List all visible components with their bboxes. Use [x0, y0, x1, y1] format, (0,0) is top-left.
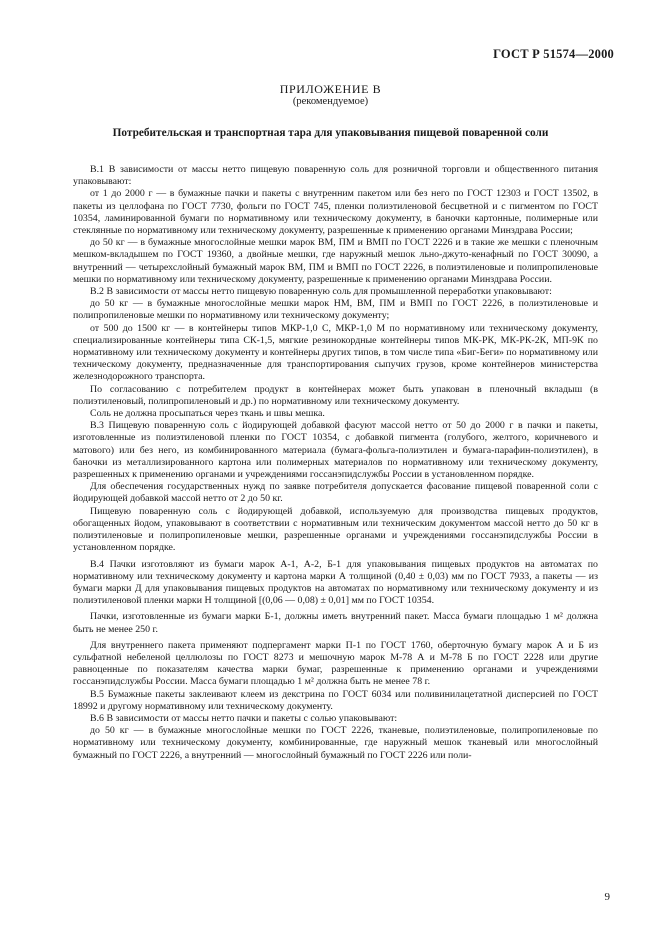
section-title: Потребительская и транспортная тара для упаковывания пищевой поваренной соли — [112, 127, 549, 139]
paragraph: Для обеспечения государственных нужд по заявке потребителя допускается фасование пищевой поваренной соли с йодирующей добавкой массой нетто от 2 до 50 кг. — [73, 481, 598, 505]
paragraph: до 50 кг — в бумажные многослойные мешки марок НМ, ВМ, ПМ и ВМП по ГОСТ 2226, в полиэтиленовые и полипропиленовые мешки по нормативному или техническому документу; — [73, 298, 598, 322]
paragraph: Пищевую поваренную соль с йодирующей добавкой, используемую для производства пищевых продуктов, обогащенных йодом, упаковывают в соответствии с нормативным или техническим документом массой нетто до 50 кг в полиэтиленовые и полипропиленовые мешки, разрешенные органами и учреждениями госсанэпидслужбы России в установленном порядке. — [73, 505, 598, 554]
paragraph: от 500 до 1500 кг — в контейнеры типов МКР-1,0 С, МКР-1,0 М по нормативному или техническому документу, специализированные контейнеры типа СК-1,5, мягкие резинокордные контейнеры типов МК-РК, МК-РК-2К, МП-9К по нормативному или техническому документу и контейнеры других типов, в том числе типа «Биг-Беги» по нормативному или техническому документу, предназначенные для транспортирования сыпучих грузов, кроме контейнеров министерства железнодорожного транспорта. — [73, 322, 598, 383]
appendix-title: ПРИЛОЖЕНИЕ В — [279, 82, 382, 96]
document-code: ГОСТ Р 51574—2000 — [493, 47, 614, 61]
paragraph: Для внутреннего пакета применяют подпергамент марки П-1 по ГОСТ 1760, оберточную бумагу марок А и Б из сульфатной небеленой целлюлозы по ГОСТ 8273 и мешочную марок М-78 А и М-78 Б по ГОСТ 2228 или другие равноценные по показателям качества марки бумаг, разрешенные к применению органами и учреждениями госсанэпидслужбы России. Масса бумаги площадью 1 м² должна быть не менее 78 г. — [73, 639, 598, 688]
paragraph-b2: В.2 В зависимости от массы нетто пищевую поваренную соль для промышленной переработки упаковывают: — [90, 286, 552, 298]
paragraph: Соль не должна просыпаться через ткань и швы мешка. — [90, 408, 325, 420]
paragraph: По согласованию с потребителем продукт в контейнерах может быть упакован в пленочный вкладыш (в полиэтиленовый, полипропиленовый и др.) по нормативному или техническому документу. — [73, 383, 598, 407]
paragraph: от 1 до 2000 г — в бумажные пачки и пакеты с внутренним пакетом или без него по ГОСТ 12303 и ГОСТ 13502, в пакеты из целлофана по ГОСТ 7730, фольги по ГОСТ 745, пленки полиэтиленовой бесцветной и с пигментом по ГОСТ 10354, ламинированной бумаги по нормативному или техническому документу, в баночки картонные, полимерные или стеклянные по нормативному или техническому документу, разрешенные к применению органами Минздрава России; — [73, 188, 598, 237]
paragraph: Пачки, изготовленные из бумаги марки Б-1, должны иметь внутренний пакет. Масса бумаги площадью 1 м² должна быть не менее 250 г. — [73, 611, 598, 635]
paragraph: до 50 кг — в бумажные многослойные мешки по ГОСТ 2226, тканевые, полиэтиленовые, полипропиленовые по нормативному или техническому документу, комбинированные, где наружный мешок тканевый или многослойный бумажный по ГОСТ 2226, а внутренний — многослойный бумажный по ГОСТ 2226 или поли- — [73, 725, 598, 761]
paragraph-b1: В.1 В зависимости от массы нетто пищевую поваренную соль для розничной торговли и общественного питания упаковывают: — [73, 164, 598, 188]
page-number: 9 — [604, 891, 610, 903]
paragraph: до 50 кг — в бумажные многослойные мешки марок ВМ, ПМ и ВМП по ГОСТ 2226 и в такие же мешки с пленочным мешком-вкладышем по ГОСТ 19360, а двойные мешки, где наружный мешок льно-джуто-кенафный по ГОСТ 30090, а внутренний — четырехслойный бумажный марок ВМ, ПМ и ВМП по ГОСТ 2226, в полиэтиленовые и полипропиленовые мешки по нормативному или техническому документу, разрешенные к применению органами Минздрава России. — [73, 237, 598, 285]
document-body — [73, 160, 598, 762]
appendix-subtitle: (рекомендуемое) — [292, 96, 369, 107]
paragraph-b3: В.3 Пищевую поваренную соль с йодирующей добавкой фасуют массой нетто от 50 до 2000 г в пачки и пакеты, изготовленные из полиэтиленовой пленки по ГОСТ 10354, с добавкой пигмента (голубого, желтого, коричневого и матового) или без него, из комбинированного материала (бумага-фольга-полиэтилен и бумага-парафин-полиэтилен), в баночки из металлизированного картона или полимерных материалов по нормативному или техническому документу, разрешенных к применению органами и учреждениями госсанэпидслужбы России в установленном порядке. — [73, 420, 598, 481]
paragraph-b5: В.5 Бумажные пакеты заклеивают клеем из декстрина по ГОСТ 6034 или поливинилацетатной дисперсией по ГОСТ 18992 и другому нормативному или техническому документу. — [73, 688, 598, 712]
paragraph-b4: В.4 Пачки изготовляют из бумаги марок А-1, А-2, Б-1 для упаковывания пищевых продуктов на автоматах по нормативному или техническому документу и картона марки А толщиной (0,40 ± 0,03) мм по ГОСТ 7933, а пакеты — из бумаги марки Д для упаковывания пищевых продуктов на автоматах по нормативному или техническому документу и из полиэтиленовой пленки марки Н толщиной [(0,06 — 0,08) ± 0,01] мм по ГОСТ 10354. — [73, 558, 598, 607]
paragraph-b6: В.6 В зависимости от массы нетто пачки и пакеты с солью упаковывают: — [90, 712, 398, 724]
